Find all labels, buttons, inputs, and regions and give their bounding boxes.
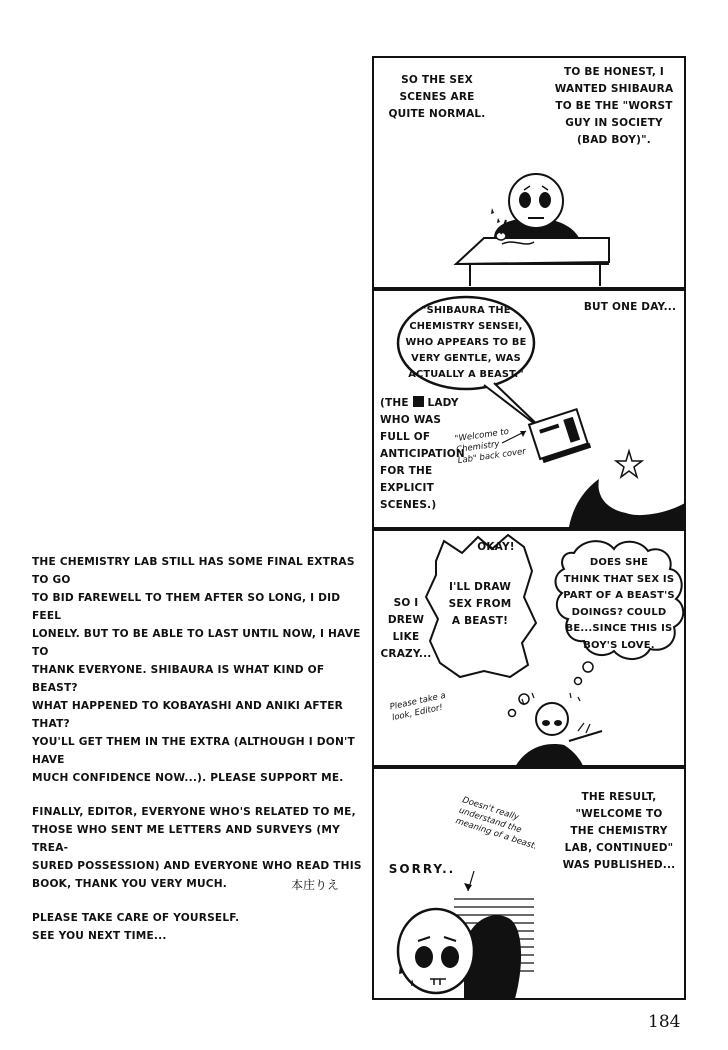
author-signature: 本庄りえ (291, 878, 340, 892)
panel-4-meaning-note: Doesn't really understand the meaning of a beast. (454, 795, 539, 852)
panel-2 (372, 289, 686, 529)
faded-bleed-through (210, 4, 510, 44)
page-number: 184 (648, 1012, 681, 1032)
panel-1 (372, 56, 686, 289)
panel-2-book-note: "Welcome to Chemistry Lab" back cover (454, 426, 527, 467)
comic-strip (372, 56, 686, 1000)
afterword-paragraph-1: THE CHEMISTRY LAB STILL HAS SOME FINAL EXTRAS TO GO TO BID FAREWELL TO THEM AFTER SO LONG, I DID FEEL LONELY. BUT TO BE ABLE TO LAST UNTIL NOW, I HAVE TO THANK EVERYONE. SHIBAURA IS WHAT KIND OF BEAST? WHAT HAPPENED TO KOBAYASHI AND ANIKI AFTER THAT? YOU'LL GET THEM IN THE EXTRA (ALTHOUGH I DON'T HAVE MUCH CONFIDENCE NOW...). PLEASE SUPPORT ME. (32, 556, 361, 784)
panel-1-left-caption: SO THE SEX SCENES ARE QUITE NORMAL. (388, 74, 486, 120)
censor-block (413, 396, 424, 407)
afterword-paragraph-3: PLEASE TAKE CARE OF YOURSELF. SEE YOU NEXT TIME... (32, 912, 240, 942)
panel-2-speech-bubble: "SHIBAURA THE CHEMISTRY SENSEI, WHO APPEARS TO BE VERY GENTLE, WAS ACTUALLY A BEAST." (405, 305, 527, 380)
author-afterword (32, 553, 362, 961)
panel-3-left-caption: SO I DREW LIKE CRAZY... (380, 597, 432, 660)
panel-2-caption-lady: LADY (427, 397, 459, 409)
panel-2-caption-rest: WHO WAS FULL OF ANTICIPATION FOR THE EXPLICIT SCENES.) (380, 414, 465, 511)
panel-2-caption-start: (THE (380, 397, 409, 409)
panel-3-okay-text: OKAY! (477, 541, 515, 553)
panel-2-right-caption: BUT ONE DAY... (583, 301, 677, 313)
panel-4 (372, 767, 686, 1000)
afterword-paragraph-2: FINALLY, EDITOR, EVERYONE WHO'S RELATED TO ME, THOSE WHO SENT ME LETTERS AND SURVEYS (MY TREA- SURED POSSESSION) AND EVERYONE WHO READ THIS BOOK, THANK YOU VERY MUCH. (32, 806, 362, 890)
panel-3-speech-bubble: I'LL DRAW SEX FROM A BEAST! (448, 581, 512, 627)
panel-3-thought-bubble: DOES SHE THINK THAT SEX IS PART OF A BEAST'S DOINGS? COULD BE...SINCE THIS IS BOY'S LOVE. (563, 557, 675, 651)
panel-4-result-caption: THE RESULT, "WELCOME TO THE CHEMISTRY LAB, CONTINUED" WAS PUBLISHED... (562, 791, 676, 871)
panel-1-right-caption: TO BE HONEST, I WANTED SHIBAURA TO BE THE "WORST GUY IN SOCIETY (BAD BOY)". (554, 66, 674, 146)
panel-4-sorry-text: SORRY.. (388, 862, 456, 876)
panel-3-editor-note: Please take a look, Editor! (388, 690, 447, 724)
panel-3 (372, 529, 686, 767)
